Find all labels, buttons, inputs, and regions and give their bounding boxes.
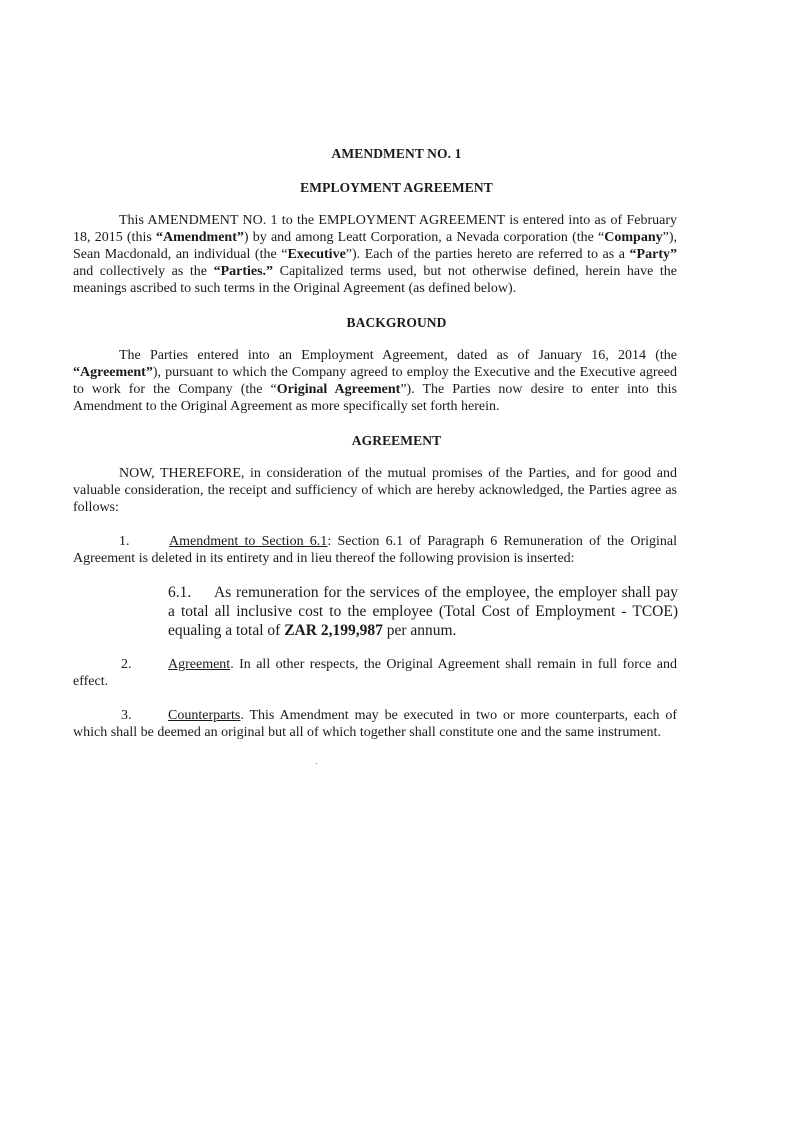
section-2-number: 2. [121, 657, 132, 672]
agreement-heading: AGREEMENT [351, 433, 442, 448]
section-1-number: 1. [119, 534, 130, 549]
section-2: 2. Agreement. In all other respects, the Original Agreement shall remain in full force and effect. [73, 657, 677, 689]
intro-paragraph: This AMENDMENT NO. 1 to the EMPLOYMENT AGREEMENT is entered into as of February 18, 2015 (this “Amendment”) by and among Leatt Corporation, a Nevada corporation (the “Company”), Sean Macdonald, an individual (the “Executive”). Each of the parties hereto are referred to as a “Party” and collectively as the “Parties.” Capitalized terms used, but not otherwise defined, herein have the meanings ascribed to such terms in the Original Agreement (as defined below). [73, 213, 678, 296]
scan-speck [316, 763, 317, 764]
background-paragraph: The Parties entered into an Employment Agreement, dated as of January 16, 2014 (the “Agreement”), pursuant to which the Company agreed to employ the Executive and the Executive agreed to work for the Company (the “Original Agreement”). The Parties now desire to enter into this Amendment to the Original Agreement as more specifically set forth herein. [73, 348, 677, 414]
section-1-title: Amendment to Section 6.1 [169, 534, 328, 549]
document-title: AMENDMENT NO. 1 [331, 146, 462, 161]
section-3-title: Counterparts [168, 708, 241, 723]
section-3: 3. Counterparts. This Amendment may be executed in two or more counterparts, each of which shall be deemed an original but all of which together shall constitute one and the same instrument. [73, 708, 677, 740]
document-subtitle: EMPLOYMENT AGREEMENT [300, 180, 493, 195]
background-heading: BACKGROUND [346, 315, 447, 330]
agreement-intro-paragraph: NOW, THEREFORE, in consideration of the mutual promises of the Parties, and for good and valuable consideration, the receipt and sufficiency of which are hereby acknowledged, the Parties agree as follows: [73, 466, 677, 515]
section-1: 1. Amendment to Section 6.1: Section 6.1 of Paragraph 6 Remuneration of the Original Agreement is deleted in its entirety and in lieu thereof the following provision is inserted: [73, 534, 677, 566]
inserted-provision-6-1: 6.1. As remuneration for the services of the employee, the employer shall pay a total all inclusive cost to the employee (Total Cost of Employment - TCOE) equaling a total of ZAR 2,199,987 per annum. [168, 584, 678, 639]
section-2-title: Agreement [168, 657, 231, 672]
section-3-number: 3. [121, 708, 132, 723]
